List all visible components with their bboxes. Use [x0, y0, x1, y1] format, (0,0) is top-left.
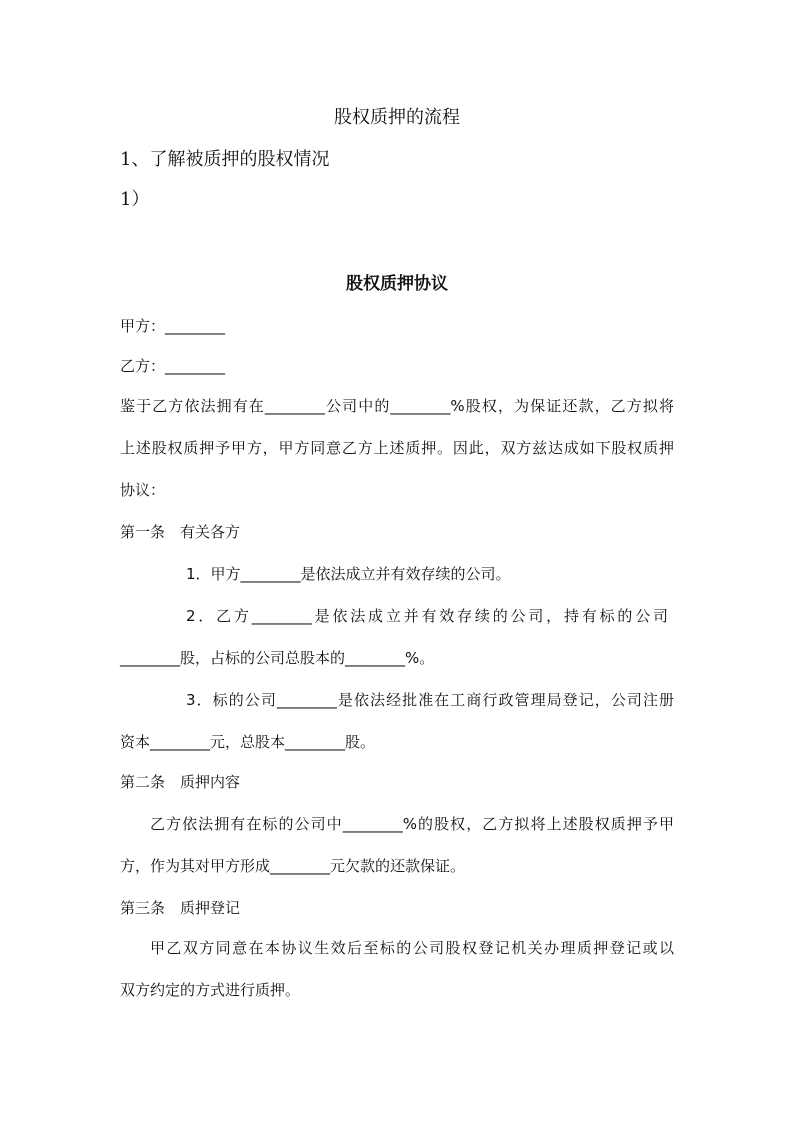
article1-item2-cont: ________股，占标的公司总股本的________%。	[120, 649, 435, 667]
agreement-title: 股权质押协议	[346, 274, 448, 294]
preamble-line: 鉴于乙方依法拥有在________公司中的________%股权，为保证还款，乙方拟将	[120, 397, 674, 415]
step-heading: 1、了解被质押的股权情况	[120, 149, 330, 170]
preamble-line: 协议：	[120, 481, 166, 499]
article3-body-cont: 双方约定的方式进行质押。	[120, 981, 301, 999]
document-title: 股权质押的流程	[334, 107, 460, 128]
article1-item3: 3．标的公司________是依法经批准在工商行政管理局登记，公司注册	[186, 691, 674, 709]
article3-body: 甲乙双方同意在本协议生效后至标的公司股权登记机关办理质押登记或以	[150, 939, 674, 957]
article2-heading: 第二条 质押内容	[120, 773, 241, 791]
party-b-line: 乙方：________	[120, 357, 226, 375]
article2-body-cont: 方，作为其对甲方形成________元欠款的还款保证。	[120, 857, 466, 875]
article1-item2: 2．乙方________是依法成立并有效存续的公司，持有标的公司	[186, 607, 668, 625]
article1-item3-cont: 资本________元，总股本________股。	[120, 733, 376, 751]
step-subitem: 1）	[120, 189, 150, 210]
party-a-line: 甲方：________	[120, 317, 226, 335]
article1-heading: 第一条 有关各方	[120, 523, 241, 541]
article2-body: 乙方依法拥有在标的公司中________%的股权，乙方拟将上述股权质押予甲	[150, 815, 674, 833]
article1-item1: 1．甲方________是依法成立并有效存续的公司。	[186, 565, 511, 583]
preamble-line: 上述股权质押予甲方，甲方同意乙方上述质押。因此，双方兹达成如下股权质押	[120, 439, 674, 457]
article3-heading: 第三条 质押登记	[120, 899, 241, 917]
